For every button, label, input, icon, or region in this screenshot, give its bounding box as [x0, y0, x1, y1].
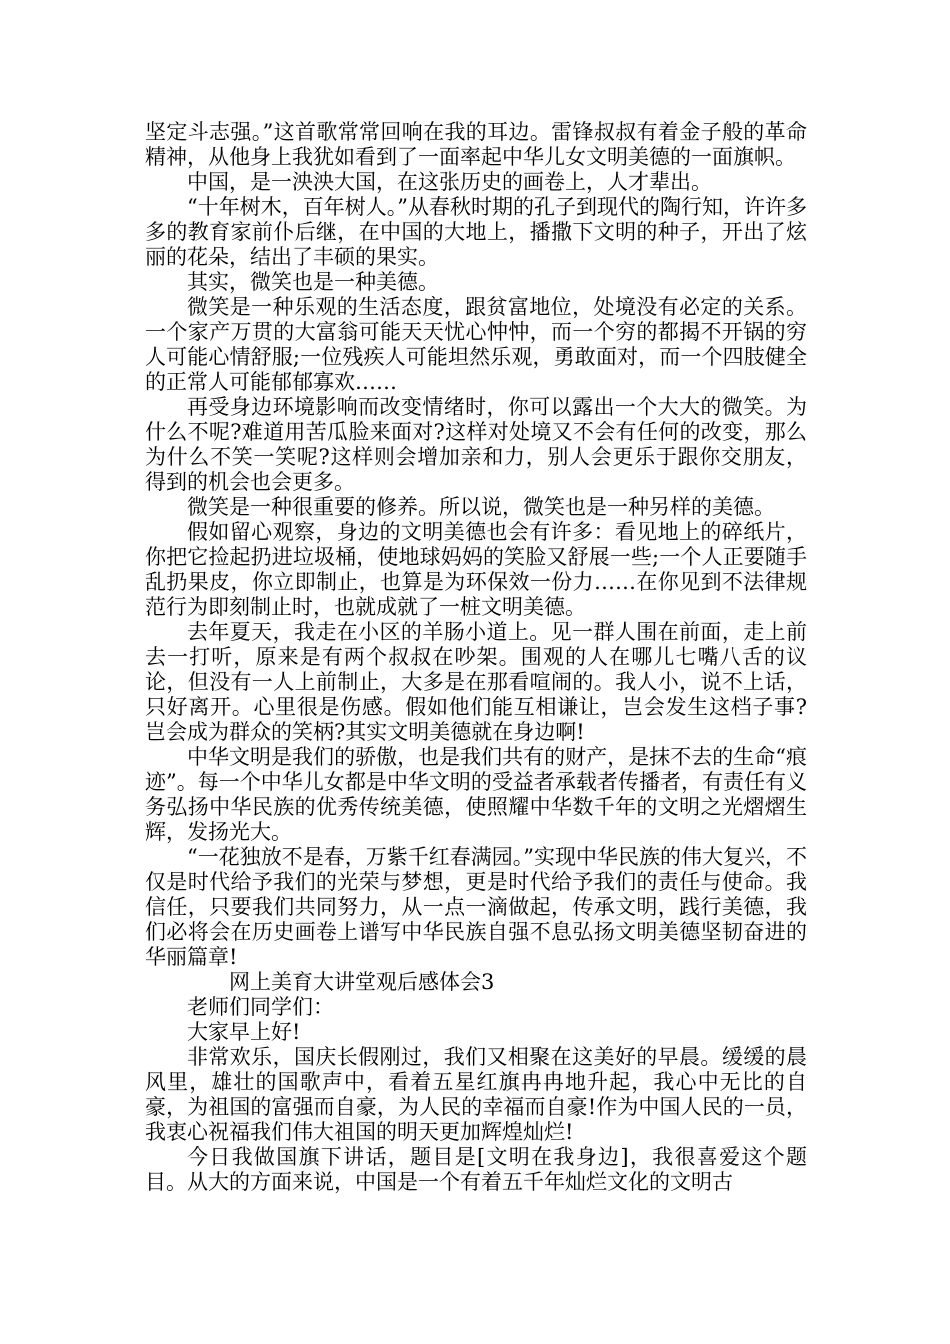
paragraph: 微笑是一种很重要的修养。所以说，微笑也是一种另样的美德。 [187, 495, 775, 519]
paragraph: 中华文明是我们的骄傲，也是我们共有的财产，是抹不去的生命“痕迹”。每一个中华儿女都是中华文明的受益者承载者传播者，有责任有义务弘扬中华民族的优秀传统美德，使照耀中华数千年的文明之光熠熠生辉，发扬光大。 [145, 745, 807, 844]
salutation: 老师们同学们： [187, 995, 334, 1019]
greeting: 大家早上好! [187, 1020, 301, 1044]
paragraph: 今日我做国旗下讲话，题目是[文明在我身边]，我很喜爱这个题目。从大的方面来说，中国是一个有着五千年灿烂文化的文明古 [145, 1145, 807, 1194]
paragraph: 再受身边环境影响而改变情绪时，你可以露出一个大大的微笑。为什么不呢?难道用苦瓜脸来面对?这样对处境又不会有任何的改变，那么为什么不笑一笑呢?这样则会增加亲和力，别人会更乐于跟你交朋友，得到的机会也会更多。 [145, 395, 807, 494]
paragraph: “十年树木，百年树人。”从春秋时期的孔子到现代的陶行知，许许多多的教育家前仆后继，在中国的大地上，播撒下文明的种子，开出了炫丽的花朵，结出了丰硕的果实。 [145, 195, 807, 269]
document-body [145, 120, 807, 1195]
paragraph: 微笑是一种乐观的生活态度，跟贫富地位，处境没有必定的关系。一个家产万贯的大富翁可能天天忧心忡忡，而一个穷的都揭不开锅的穷人可能心情舒服;一位残疾人可能坦然乐观，勇敢面对，而一个四肢健全的正常人可能郁郁寡欢…… [145, 295, 807, 394]
paragraph: 假如留心观察，身边的文明美德也会有许多：看见地上的碎纸片，你把它捡起扔进垃圾桶，使地球妈妈的笑脸又舒展一些;一个人正要随手乱扔果皮，你立即制止，也算是为环保效一份力……在你见到不法律规范行为即刻制止时，也就成就了一桩文明美德。 [145, 520, 807, 619]
paragraph: “一花独放不是春，万紫千红春满园。”实现中华民族的伟大复兴，不仅是时代给予我们的光荣与梦想，更是时代给予我们的责任与使命。我信任，只要我们共同努力，从一点一滴做起，传承文明，践行美德，我们必将会在历史画卷上谱写中华民族自强不息弘扬文明美德坚韧奋进的华丽篇章! [145, 845, 807, 969]
section-heading: 网上美育大讲堂观后感体会3 [229, 970, 495, 994]
paragraph: 中国，是一泱泱大国，在这张历史的画卷上，人才辈出。 [187, 170, 712, 194]
paragraph: 坚定斗志强。”这首歌常常回响在我的耳边。雷锋叔叔有着金子般的革命精神，从他身上我犹如看到了一面率起中华儿女文明美德的一面旗帜。 [145, 120, 807, 169]
paragraph: 非常欢乐，国庆长假刚过，我们又相聚在这美好的早晨。缓缓的晨风里，雄壮的国歌声中，看着五星红旗冉冉地升起，我心中无比的自豪，为祖国的富强而自豪，为人民的幸福而自豪!作为中国人民的一员，我衷心祝福我们伟大祖国的明天更加辉煌灿烂! [145, 1045, 807, 1144]
paragraph: 其实，微笑也是一种美德。 [187, 270, 439, 294]
paragraph: 去年夏天，我走在小区的羊肠小道上。见一群人围在前面，走上前去一打听，原来是有两个叔叔在吵架。围观的人在哪儿七嘴八舌的议论，但没有一人上前制止，大多是在那看喧闹的。我人小，说不上话，只好离开。心里很是伤感。假如他们能互相谦让，岂会发生这档子事?岂会成为群众的笑柄?其实文明美德就在身边啊! [145, 620, 807, 744]
